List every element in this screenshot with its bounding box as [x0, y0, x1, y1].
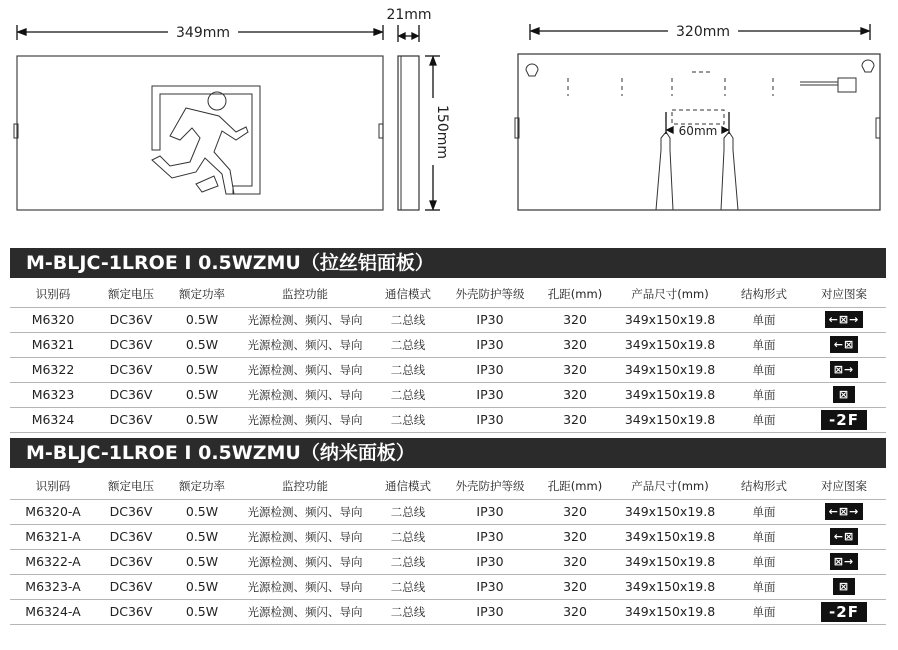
col-structure: 结构形式 — [726, 282, 802, 307]
cell-function: 光源检测、频闪、导向 — [238, 524, 372, 549]
cell-voltage: DC36V — [96, 332, 166, 357]
cell-structure: 单面 — [726, 382, 802, 407]
pattern-left-arrow-icon: ←⊠ — [830, 528, 858, 545]
cell-hole: 320 — [536, 524, 614, 549]
cell-size: 349x150x19.8 — [614, 524, 726, 549]
cell-ip: IP30 — [444, 599, 536, 624]
cell-function: 光源检测、频闪、导向 — [238, 499, 372, 524]
cell-comm: 二总线 — [372, 407, 444, 432]
cell-structure: 单面 — [726, 599, 802, 624]
col-comm: 通信模式 — [372, 282, 444, 307]
col-hole: 孔距(mm) — [536, 474, 614, 499]
cell-power: 0.5W — [166, 524, 238, 549]
cell-pattern — [802, 307, 886, 332]
pattern-floor-label: -2F — [821, 410, 867, 430]
col-function: 监控功能 — [238, 474, 372, 499]
cell-function: 光源检测、频闪、导向 — [238, 407, 372, 432]
cell-hole: 320 — [536, 407, 614, 432]
cell-hole: 320 — [536, 574, 614, 599]
pattern-right-arrow-icon: ⊠→ — [830, 553, 858, 570]
cell-hole: 320 — [536, 332, 614, 357]
cell-ip: IP30 — [444, 382, 536, 407]
cell-code: M6323 — [10, 382, 96, 407]
cell-size: 349x150x19.8 — [614, 332, 726, 357]
cell-pattern — [802, 407, 886, 432]
pattern-exit-icon: ⊠ — [833, 578, 855, 595]
technical-drawings — [0, 0, 898, 240]
cell-comm: 二总线 — [372, 499, 444, 524]
cell-ip: IP30 — [444, 407, 536, 432]
cell-comm: 二总线 — [372, 332, 444, 357]
col-voltage: 额定电压 — [96, 474, 166, 499]
pattern-floor-label: -2F — [821, 602, 867, 622]
cell-structure: 单面 — [726, 407, 802, 432]
col-structure: 结构形式 — [726, 474, 802, 499]
cell-code: M6324 — [10, 407, 96, 432]
pattern-exit-icon: ⊠ — [833, 386, 855, 403]
cell-comm: 二总线 — [372, 599, 444, 624]
section-title-brushed-aluminum: M-BLJC-1LROE Ⅰ 0.5WZMU（拉丝铝面板） — [10, 248, 886, 278]
cell-code: M6320-A — [10, 499, 96, 524]
cell-voltage: DC36V — [96, 407, 166, 432]
cell-voltage: DC36V — [96, 549, 166, 574]
cell-power: 0.5W — [166, 574, 238, 599]
cell-ip: IP30 — [444, 357, 536, 382]
cell-size: 349x150x19.8 — [614, 307, 726, 332]
cell-power: 0.5W — [166, 332, 238, 357]
cell-pattern — [802, 524, 886, 549]
table-row — [10, 574, 886, 599]
cell-structure: 单面 — [726, 549, 802, 574]
table-row — [10, 357, 886, 382]
cell-pattern — [802, 499, 886, 524]
cell-voltage: DC36V — [96, 382, 166, 407]
col-function: 监控功能 — [238, 282, 372, 307]
depth-dimension: 21mm — [386, 7, 432, 23]
col-power: 额定功率 — [166, 282, 238, 307]
cell-voltage: DC36V — [96, 499, 166, 524]
table-row — [10, 307, 886, 332]
col-hole: 孔距(mm) — [536, 282, 614, 307]
cell-code: M6320 — [10, 307, 96, 332]
cell-size: 349x150x19.8 — [614, 357, 726, 382]
cell-pattern — [802, 382, 886, 407]
pattern-both-arrows-icon: ←⊠→ — [825, 311, 864, 328]
section-title-nano: M-BLJC-1LROE Ⅰ 0.5WZMU（纳米面板） — [10, 438, 886, 468]
back-width-dimension: 320mm — [676, 24, 730, 40]
cell-ip: IP30 — [444, 499, 536, 524]
cell-pattern — [802, 599, 886, 624]
cell-comm: 二总线 — [372, 574, 444, 599]
col-voltage: 额定电压 — [96, 282, 166, 307]
col-comm: 通信模式 — [372, 474, 444, 499]
col-size: 产品尺寸(mm) — [614, 282, 726, 307]
cell-ip: IP30 — [444, 549, 536, 574]
cell-hole: 320 — [536, 382, 614, 407]
table-row — [10, 524, 886, 549]
cell-size: 349x150x19.8 — [614, 599, 726, 624]
cell-pattern — [802, 357, 886, 382]
hole-spacing-dimension: 60mm — [678, 124, 718, 138]
cell-size: 349x150x19.8 — [614, 407, 726, 432]
cell-power: 0.5W — [166, 499, 238, 524]
cell-structure: 单面 — [726, 357, 802, 382]
cell-size: 349x150x19.8 — [614, 574, 726, 599]
cell-size: 349x150x19.8 — [614, 382, 726, 407]
cell-structure: 单面 — [726, 332, 802, 357]
cell-pattern — [802, 574, 886, 599]
col-ip: 外壳防护等级 — [444, 474, 536, 499]
table-row — [10, 599, 886, 624]
cell-code: M6321-A — [10, 524, 96, 549]
table-row — [10, 332, 886, 357]
cell-hole: 320 — [536, 357, 614, 382]
spec-table-nano — [10, 474, 886, 625]
cell-voltage: DC36V — [96, 599, 166, 624]
cell-size: 349x150x19.8 — [614, 549, 726, 574]
front-view — [14, 56, 383, 210]
col-code: 识别码 — [10, 282, 96, 307]
cell-structure: 单面 — [726, 307, 802, 332]
table-header-row — [10, 282, 886, 307]
height-dimension: 150mm — [434, 105, 450, 159]
col-ip: 外壳防护等级 — [444, 282, 536, 307]
cell-hole: 320 — [536, 499, 614, 524]
cell-code: M6321 — [10, 332, 96, 357]
cell-comm: 二总线 — [372, 307, 444, 332]
cell-power: 0.5W — [166, 382, 238, 407]
cell-voltage: DC36V — [96, 524, 166, 549]
cell-comm: 二总线 — [372, 382, 444, 407]
table-row — [10, 499, 886, 524]
cell-function: 光源检测、频闪、导向 — [238, 307, 372, 332]
cell-function: 光源检测、频闪、导向 — [238, 574, 372, 599]
cell-comm: 二总线 — [372, 549, 444, 574]
col-pattern: 对应图案 — [802, 282, 886, 307]
cell-structure: 单面 — [726, 499, 802, 524]
cell-ip: IP30 — [444, 574, 536, 599]
cell-power: 0.5W — [166, 307, 238, 332]
spec-table-brushed-aluminum — [10, 282, 886, 433]
cell-ip: IP30 — [444, 524, 536, 549]
table-row — [10, 407, 886, 432]
cell-power: 0.5W — [166, 549, 238, 574]
pattern-both-arrows-icon: ←⊠→ — [825, 503, 864, 520]
cell-voltage: DC36V — [96, 574, 166, 599]
cell-pattern — [802, 549, 886, 574]
cell-function: 光源检测、频闪、导向 — [238, 549, 372, 574]
cell-ip: IP30 — [444, 307, 536, 332]
cell-power: 0.5W — [166, 599, 238, 624]
table-row — [10, 382, 886, 407]
side-view — [398, 56, 419, 210]
cell-hole: 320 — [536, 599, 614, 624]
cell-function: 光源检测、频闪、导向 — [238, 382, 372, 407]
cell-code: M6322-A — [10, 549, 96, 574]
cell-comm: 二总线 — [372, 524, 444, 549]
cell-function: 光源检测、频闪、导向 — [238, 357, 372, 382]
cell-structure: 单面 — [726, 574, 802, 599]
cell-function: 光源检测、频闪、导向 — [238, 599, 372, 624]
cell-pattern — [802, 332, 886, 357]
table-header-row — [10, 474, 886, 499]
col-power: 额定功率 — [166, 474, 238, 499]
cell-power: 0.5W — [166, 407, 238, 432]
cell-structure: 单面 — [726, 524, 802, 549]
table-row — [10, 549, 886, 574]
col-code: 识别码 — [10, 474, 96, 499]
cell-voltage: DC36V — [96, 307, 166, 332]
cell-ip: IP30 — [444, 332, 536, 357]
col-pattern: 对应图案 — [802, 474, 886, 499]
cell-comm: 二总线 — [372, 357, 444, 382]
cell-size: 349x150x19.8 — [614, 499, 726, 524]
cell-voltage: DC36V — [96, 357, 166, 382]
col-size: 产品尺寸(mm) — [614, 474, 726, 499]
cell-function: 光源检测、频闪、导向 — [238, 332, 372, 357]
cell-code: M6322 — [10, 357, 96, 382]
cell-power: 0.5W — [166, 357, 238, 382]
pattern-left-arrow-icon: ←⊠ — [830, 336, 858, 353]
width-dimension: 349mm — [176, 25, 230, 41]
cell-hole: 320 — [536, 307, 614, 332]
cell-code: M6324-A — [10, 599, 96, 624]
pattern-right-arrow-icon: ⊠→ — [830, 361, 858, 378]
cell-hole: 320 — [536, 549, 614, 574]
cell-code: M6323-A — [10, 574, 96, 599]
